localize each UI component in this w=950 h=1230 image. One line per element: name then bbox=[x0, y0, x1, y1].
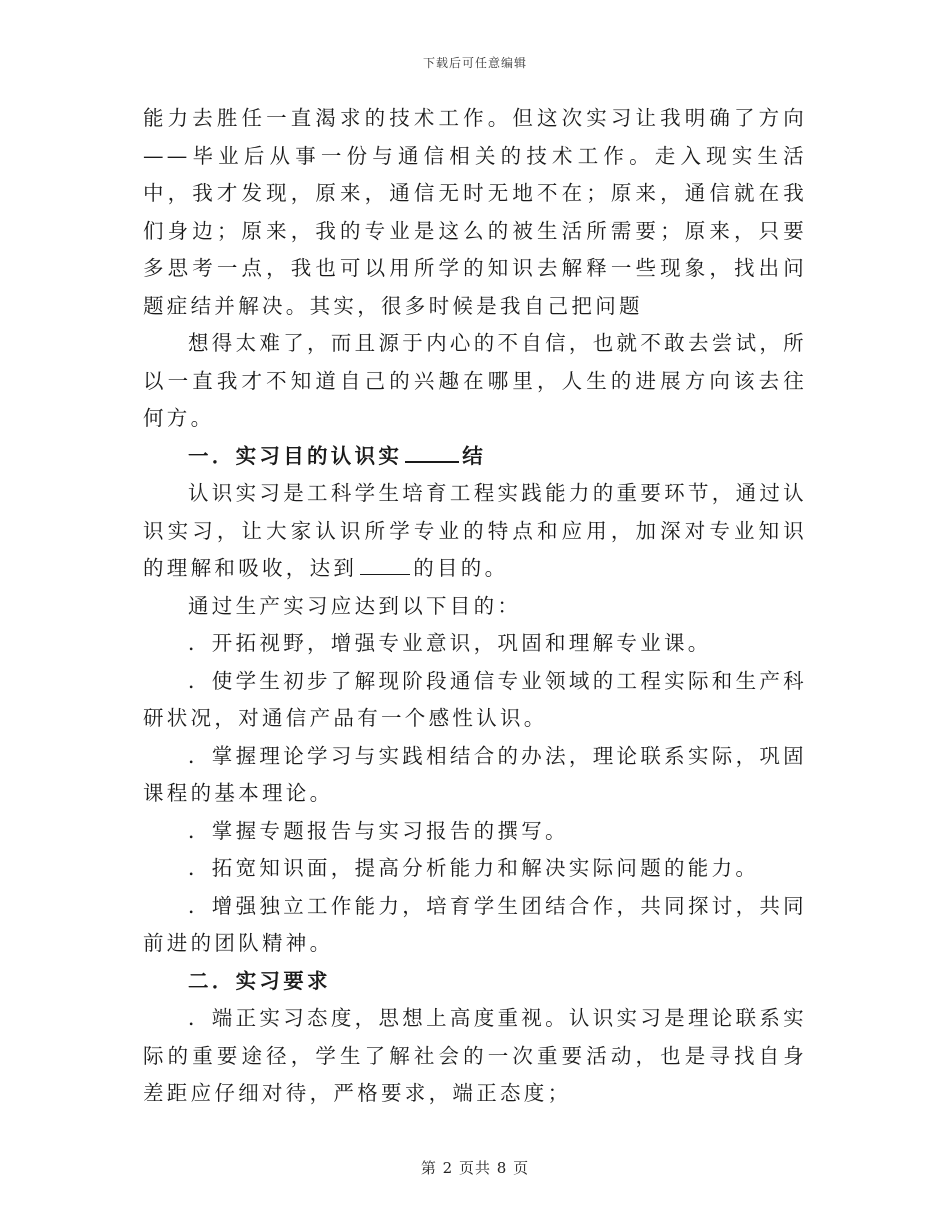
paragraph-goals-intro: 通过生产实习应达到以下目的： bbox=[188, 593, 522, 618]
blank-underline bbox=[405, 439, 459, 463]
section-heading-purpose bbox=[143, 438, 807, 476]
paragraph-intro: 能力去胜任一直渴求的技术工作。但这次实习让我明确了方向——毕业后从事一份与通信相关的技术工作。走入现实生活中，我才发现，原来，通信无时无地不在；原来，通信就在我们身边；原来，我的专业是这么的被生活所需要；原来，只要多思考一点，我也可以用所学的知识去解释一些现象，找出问题症结并解决。其实，很多时候是我自己把问题 bbox=[143, 106, 807, 318]
paragraph-continued: 想得太难了，而且源于内心的不自信，也就不敢去尝试，所以一直我才不知道自己的兴趣在哪里，人生的进展方向该去往何方。 bbox=[143, 331, 807, 430]
list-item-goal: ．使学生初步了解现阶段通信专业领域的工程实际和生产科研状况，对通信产品有一个感性认识。 bbox=[143, 668, 807, 730]
paragraph-text-before-blank: 认识实习是工科学生培育工程实践能力的重要环节，通过认识实习，让大家认识所学专业的特点和应用，加深对专业知识的理解和吸收，达到 bbox=[143, 481, 807, 580]
list-item-goal: ．拓宽知识面，提高分析能力和解决实际问题的能力。 bbox=[188, 856, 760, 880]
paragraph-text-after-blank: 的目的。 bbox=[413, 556, 509, 580]
list-item-goal: ．开拓视野，增强专业意识，巩固和理解专业课。 bbox=[188, 631, 712, 655]
list-item-goal: ．掌握专题报告与实习报告的撰写。 bbox=[188, 818, 569, 843]
paragraph-requirement: ．端正实习态度，思想上高度重视。认识实习是理论联系实际的重要途径，学生了解社会的一次重要活动，也是寻找自身差距应仔细对待，严格要求，端正态度； bbox=[143, 1006, 807, 1105]
page-number: 第 2 页共 8 页 bbox=[420, 1159, 530, 1177]
page-header: 下载后可任意编辑 bbox=[422, 56, 527, 70]
list-item-goal: ．掌握理论学习与实践相结合的办法，理论联系实际，巩固课程的基本理论。 bbox=[143, 743, 807, 805]
heading-text-before-blank: 一．实习目的认识实 bbox=[188, 443, 403, 468]
section-heading-requirements: 二．实习要求 bbox=[188, 968, 331, 993]
blank-underline bbox=[360, 552, 410, 575]
list-item-goal: ．增强独立工作能力，培育学生团结合作，共同探讨，共同前进的团队精神。 bbox=[143, 893, 807, 955]
paragraph-purpose bbox=[143, 475, 807, 588]
heading-text-after-blank: 结 bbox=[462, 443, 487, 468]
document-body bbox=[143, 100, 807, 1113]
